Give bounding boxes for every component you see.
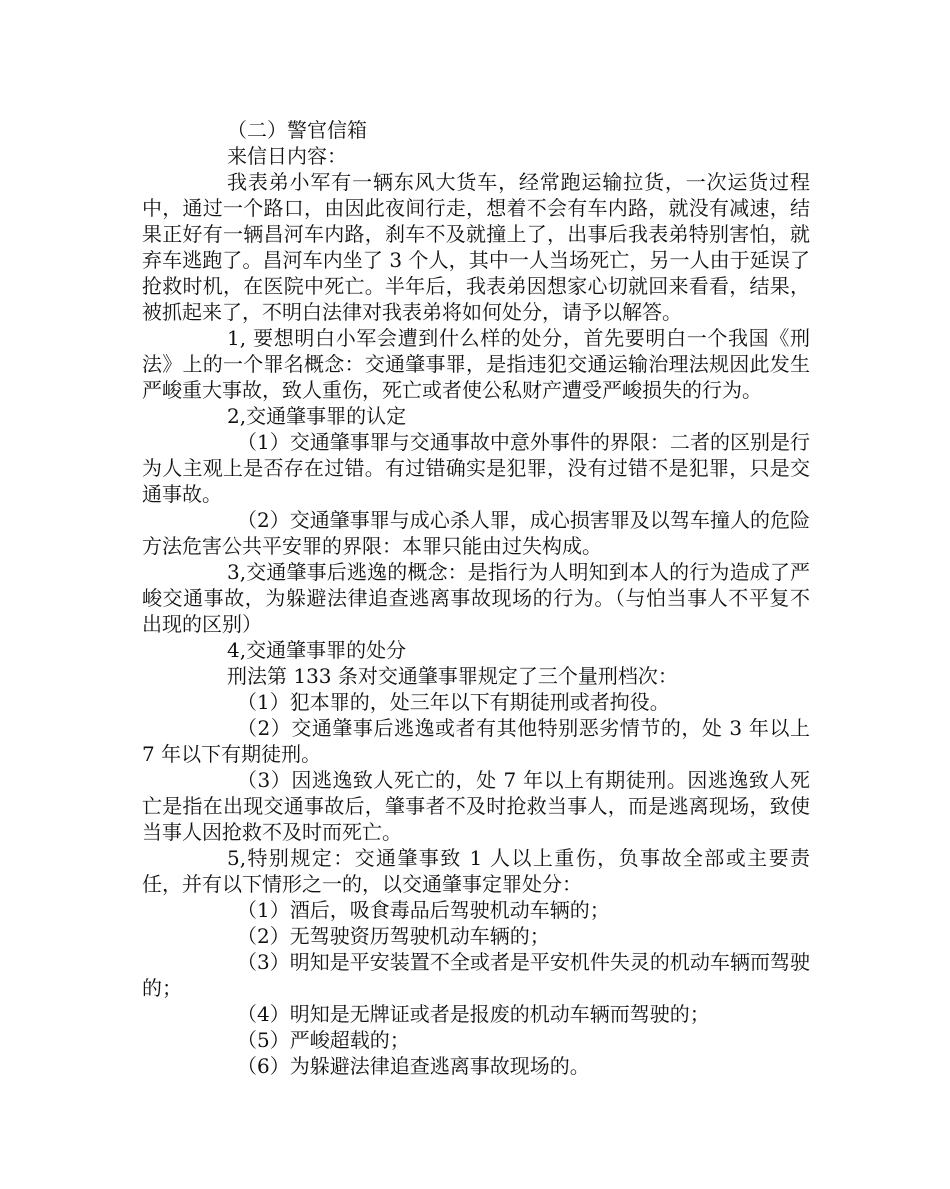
answer-item-5-2: （2）无驾驶资历驾驶机动车辆的；	[237, 924, 550, 948]
answer-heading-4: 4,交通肇事罪的处分	[227, 638, 407, 662]
answer-item-2-1: （1）交通肇事罪与交通事故中意外事件的界限：二者的区别是行为人主观上是否存在过错。有过错确实是犯罪，没有过错不是犯罪，只是交通事故。	[142, 430, 810, 506]
answer-paragraph-5: 5,特别规定：交通肇事致 1 人以上重伤，负事故全部或主要责任，并有以下情形之一的，以交通肇事定罪处分：	[142, 846, 810, 896]
answer-paragraph-1: 1, 要想明白小军会遭到什么样的处分，首先要明白一个我国《刑法》上的一个罪名概念：交通肇事罪，是指违犯交通运输治理法规因此发生严峻重大事故，致人重伤，死亡或者使公私财产遭受严峻损失的行为。	[142, 326, 810, 402]
answer-item-5-4: （4）明知是无牌证或者是报废的机动车辆而驾驶的；	[237, 1002, 710, 1026]
answer-item-4-1: （1）犯本罪的，处三年以下有期徒刑或者拘役。	[237, 690, 670, 714]
answer-paragraph-3: 3,交通肇事后逃逸的概念：是指行为人明知到本人的行为造成了严峻交通事故，为躲避法律追查逃离事故现场的行为。（与怕当事人不平复不出现的区别）	[142, 560, 810, 636]
answer-item-4-2: （2）交通肇事后逃逸或者有其他特别恶劣情节的，处 3 年以上 7 年以下有期徒刑。	[142, 716, 810, 766]
letter-label: 来信日内容：	[227, 144, 347, 168]
document-body	[142, 117, 810, 1079]
answer-item-4-3: （3）因逃逸致人死亡的，处 7 年以上有期徒刑。因逃逸致人死亡是指在出现交通事故后，肇事者不及时抢救当事人，而是逃离现场，致使当事人因抢救不及时而死亡。	[142, 768, 810, 844]
answer-item-5-5: （5）严峻超载的；	[237, 1028, 410, 1052]
answer-item-5-6: （6）为躲避法律追查逃离事故现场的。	[237, 1054, 590, 1078]
answer-item-5-3: （3）明知是平安装置不全或者是平安机件失灵的机动车辆而驾驶的；	[142, 950, 810, 1000]
answer-item-2-2: （2）交通肇事罪与成心杀人罪，成心损害罪及以驾车撞人的危险方法危害公共平安罪的界限：本罪只能由过失构成。	[142, 508, 810, 558]
answer-paragraph-4-intro: 刑法第 133 条对交通肇事罪规定了三个量刑档次：	[227, 664, 678, 688]
section-heading: （二）警官信箱	[227, 118, 367, 142]
letter-content-paragraph: 我表弟小军有一辆东风大货车，经常跑运输拉货，一次运货过程中，通过一个路口，由因此夜间行走，想着不会有车内路，就没有减速，结果正好有一辆昌河车内路，刹车不及就撞上了，出事后我表弟特别害怕，就弃车逃跑了。昌河车内坐了 3 个人，其中一人当场死亡，另一人由于延误了抢救时机，在医院中死亡。半年后，我表弟因想家心切就回来看看，结果，被抓起来了，不明白法律对我表弟将如何处分，请予以解答。	[142, 170, 810, 324]
answer-item-5-1: （1）酒后，吸食毒品后驾驶机动车辆的；	[237, 898, 610, 922]
answer-heading-2: 2,交通肇事罪的认定	[227, 404, 407, 428]
